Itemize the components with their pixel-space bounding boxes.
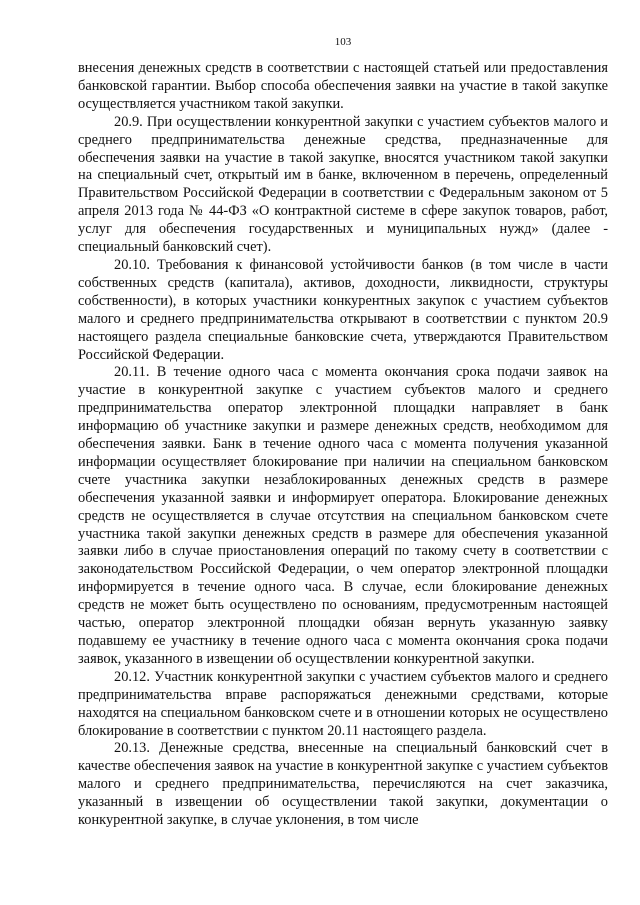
paragraph-20-11: 20.11. В течение одного часа с момента окончания срока подачи заявок на участие в конкурентной закупке с участием субъектов малого и среднего предпринимательства оператор электронной площадки направляет в банк информацию об участнике закупки и размере денежных средств, необходимом для обеспечения заявки. Банк в течение одного часа с момента получения указанной информации осуществляет блокирование при наличии на специальном банковском счете участника закупки незаблокированных денежных средств в размере обеспечения указанной заявки и информирует оператора. Блокирование денежных средств не осуществляется в случае отсутствия на специальном банковском счете участника такой закупки денежных средств в размере для обеспечения указанной заявки либо в случае приостановления операций по такому счету в соответствии с законодательством Российской Федерации, о чем оператор электронной площадки информируется в течение одного часа. В случае, если блокирование денежных средств не может быть осуществлено по основаниям, предусмотренным настоящей частью, оператор электронной площадки обязан вернуть указанную заявку подавшему ее участнику в течение одного часа с момента окончания срока подачи заявок, указанного в извещении об осуществлении конкурентной закупки. [78, 364, 608, 667]
paragraph-20-9: 20.9. При осуществлении конкурентной закупки с участием субъектов малого и среднего предпринимательства денежные средства, предназначенные для обеспечения заявки на участие в такой закупке, вносятся участником такой закупки на специальный счет, открытый им в банке, включенном в перечень, определенный Правительством Российской Федерации в соответствии с Федеральным законом от 5 апреля 2013 года № 44-ФЗ «О контрактной системе в сфере закупок товаров, работ, услуг для обеспечения государственных и муниципальных нужд» (далее - специальный банковский счет). [78, 113, 608, 256]
page-number: 103 [334, 36, 352, 48]
paragraph-20-12: 20.12. Участник конкурентной закупки с участием субъектов малого и среднего предпринимательства вправе распоряжаться денежными средствами, которые находятся на специальном банковском счете и в отношении которых не осуществлено блокирование в соответствии с пунктом 20.11 настоящего раздела. [78, 668, 608, 739]
paragraph-20-10: 20.10. Требования к финансовой устойчивости банков (в том числе в части собственных средств (капитала), активов, доходности, ликвидности, структуры собственности), в которых участники конкурентных закупок с участием субъектов малого и среднего предпринимательства открывают в соответствии с пунктом 20.9 настоящего раздела специальные банковские счета, утверждаются Правительством Российской Федерации. [78, 256, 608, 363]
paragraph-continuation: внесения денежных средств в соответствии с настоящей статьей или предоставления банковской гарантии. Выбор способа обеспечения заявки на участие в такой закупке осуществляется участником такой закупки. [78, 60, 608, 112]
paragraph-20-13: 20.13. Денежные средства, внесенные на специальный банковский счет в качестве обеспечения заявок на участие в конкурентной закупке с участием субъектов малого и среднего предпринимательства, перечисляются на счет заказчика, указанный в извещении об осуществлении такой закупки, документации о конкурентной закупке, в случае уклонения, в том числе [78, 740, 608, 829]
